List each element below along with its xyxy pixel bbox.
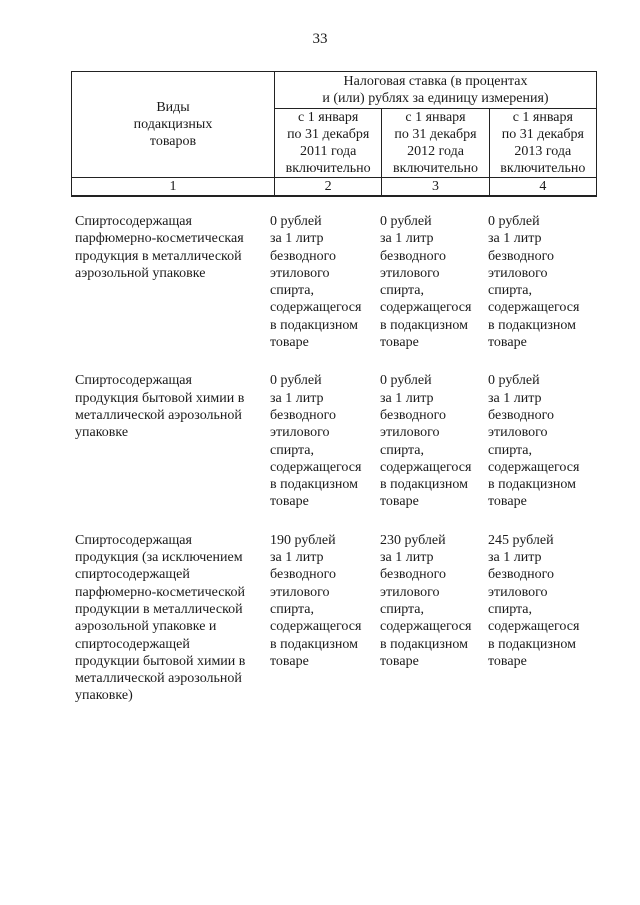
rate-2013: 0 рублей за 1 литр безводного этилового спирта, содержащегося в подакцизном товаре xyxy=(488,373,580,510)
rate-2012: 230 рублей за 1 литр безводного этилового спирта, содержащегося в подакцизном товаре xyxy=(380,532,472,669)
page-number: 33 xyxy=(312,31,328,47)
excise-table-body xyxy=(75,213,605,705)
column-number-4: 4 xyxy=(489,178,596,197)
header-goods-kinds: Виды подакцизных товаров xyxy=(72,72,275,178)
header-period-2013: с 1 января по 31 декабря 2013 года включительно xyxy=(489,109,596,178)
table-row xyxy=(75,213,605,351)
table-row xyxy=(75,372,605,510)
goods-name: Спиртосодержащая продукция (за исключением спиртосодержащей парфюмерно-косметической продукции в металлической аэрозольной упаковке и спиртосодержащей продукции бытовой химии в металлической аэрозольной упаковке) xyxy=(75,532,246,704)
column-number-3: 3 xyxy=(382,178,489,197)
excise-table-header xyxy=(71,71,597,197)
rate-2012: 0 рублей за 1 литр безводного этилового спирта, содержащегося в подакцизном товаре xyxy=(380,373,472,510)
goods-name: Спиртосодержащая продукция бытовой химии в металлической аэрозольной упаковке xyxy=(75,373,245,441)
column-number-2: 2 xyxy=(275,178,382,197)
header-tax-rate: Налоговая ставка (в процентах и (или) рублях за единицу измерения) xyxy=(275,72,597,109)
goods-name: Спиртосодержащая парфюмерно-косметическая продукция в металлической аэрозольной упаковке xyxy=(75,214,244,281)
rate-2013: 0 рублей за 1 литр безводного этилового спирта, содержащегося в подакцизном товаре xyxy=(488,214,580,351)
table-row xyxy=(75,532,605,705)
rate-2012: 0 рублей за 1 литр безводного этилового спирта, содержащегося в подакцизном товаре xyxy=(380,214,472,351)
column-number-1: 1 xyxy=(72,178,275,197)
rate-2011: 190 рублей за 1 литр безводного этилового спирта, содержащегося в подакцизном товаре xyxy=(270,532,362,669)
rate-2013: 245 рублей за 1 литр безводного этилового спирта, содержащегося в подакцизном товаре xyxy=(488,532,580,669)
rate-2011: 0 рублей за 1 литр безводного этилового спирта, содержащегося в подакцизном товаре xyxy=(270,214,362,351)
rate-2011: 0 рублей за 1 литр безводного этилового спирта, содержащегося в подакцизном товаре xyxy=(270,373,362,510)
header-period-2011: с 1 января по 31 декабря 2011 года включительно xyxy=(275,109,382,178)
header-period-2012: с 1 января по 31 декабря 2012 года включительно xyxy=(382,109,489,178)
